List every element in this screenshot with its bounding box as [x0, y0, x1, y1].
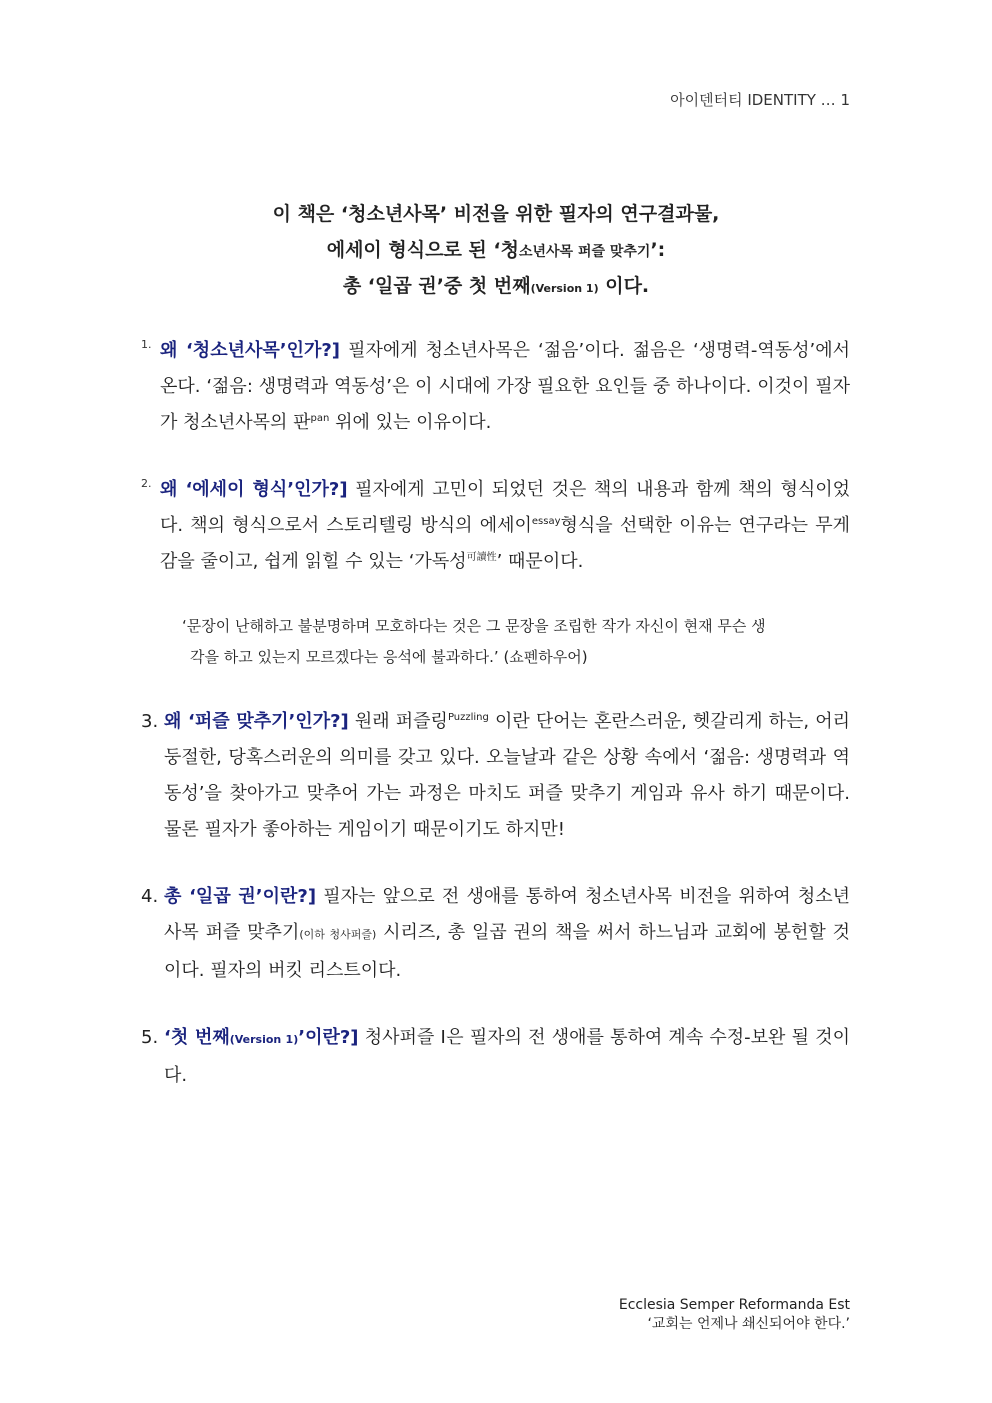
section-2-text: 필자에게 고민이 되었던 것은 책의 내용과 함께 책의 형식이었다. 책의 형식으로서 스토리텔링 방식의 에세이	[160, 479, 850, 536]
section-3-paragraph	[164, 704, 850, 848]
footer-line-1: Ecclesia Semper Reformanda Est	[618, 1297, 850, 1313]
quote-block	[182, 611, 812, 673]
section-1-paragraph	[160, 333, 850, 441]
section-4-heading: 총 ‘일곱 권’이란?]	[164, 886, 317, 907]
title-line-2	[0, 232, 992, 268]
section-5-marker: 5.	[141, 1027, 159, 1048]
section-3-text-end: 이란 단어는 혼란스러운, 헷갈리게 하는, 어리둥절한, 당혹스러운의 의미를 갖고 있다. 오늘날과 같은 상황 속에서 ‘젊음: 생명력과 역동성’을 찾아가고 맞추어 가는 과정은 마치도 퍼즐 맞추기 게임과 유사 하기 때문이다. 물론 필자가 좋아하는 게임이기 때문이기도 하지만!	[164, 711, 850, 840]
section-4-marker: 4.	[141, 886, 159, 907]
section-2-paragraph	[160, 472, 850, 580]
section-2-marker: 2.	[141, 477, 152, 490]
quote-line-2: 각을 하고 있는지 모르겠다는 응석에 불과하다.’ (쇼펜하우어)	[190, 648, 588, 666]
section-4-small: (이하 청사퍼즐)	[299, 928, 377, 941]
section-3-marker: 3.	[141, 711, 159, 732]
section-1-heading: 왜 ‘청소년사목’인가?]	[160, 340, 341, 361]
section-2-text-mid: 형식을 선택한 이유는 연구라는 무게감을 줄이고, 쉽게 읽힐 수 있는 ‘가독성	[160, 515, 850, 572]
section-3-sup: Puzzling	[447, 712, 489, 723]
section-2-heading: 왜 ‘에세이 형식’인가?]	[160, 479, 348, 500]
section-1-marker: 1.	[141, 338, 152, 351]
title-line-2-small: 소년사목 퍼즐 맞추기	[518, 244, 651, 260]
section-3-heading: 왜 ‘퍼즐 맞추기’인가?]	[164, 711, 349, 732]
section-1-sup: pan	[310, 413, 330, 424]
section-5-heading	[164, 1027, 359, 1048]
title-line-2-end: ’:	[650, 239, 666, 261]
section-4-text-end: 시리즈, 총 일곱 권의 책을 써서 하느님과 교회에 봉헌할 것이다. 필자의 버킷 리스트이다.	[164, 922, 850, 981]
title-block	[0, 196, 992, 304]
section-4-paragraph	[164, 879, 850, 989]
section-5-heading-end: ’이란?]	[298, 1027, 359, 1048]
section-1-text-end: 위에 있는 이유이다.	[329, 412, 492, 433]
section-5-text: 청사퍼즐 Ⅰ은 필자의 전 생애를 통하여 계속 수정-보완 될 것이다.	[164, 1027, 850, 1086]
section-2-sup-2: 可讀性	[466, 552, 497, 563]
page-footer	[619, 1296, 850, 1334]
section-5-paragraph	[164, 1020, 850, 1094]
title-line-3	[0, 268, 992, 304]
title-line-3-small: (Version 1)	[530, 282, 599, 295]
page-header: 아이덴터티 IDENTITY … 1	[670, 91, 850, 109]
title-line-2-text: 에세이 형식으로 된 ‘청	[326, 239, 519, 261]
title-line-3-text: 총 ‘일곱 권’중 첫 번째	[342, 275, 531, 297]
title-line-1: 이 책은 ‘청소년사목’ 비전을 위한 필자의 연구결과물,	[272, 203, 720, 225]
section-2-sup: essay	[531, 516, 561, 527]
quote-line-1: ‘문장이 난해하고 불분명하며 모호하다는 것은 그 문장을 조립한 작가 자신이 현재 무슨 생	[182, 617, 766, 635]
section-3-text: 원래 퍼즐링	[348, 711, 448, 732]
section-5-heading-text: ‘첫 번째	[164, 1027, 230, 1048]
section-1-text: 필자에게 청소년사목은 ‘젊음’이다. 젊음은 ‘생명력-역동성’에서 온다. ‘젊음: 생명력과 역동성’은 이 시대에 가장 필요한 요인들 중 하나이다. 이것이 필자가 청소년사목의 판	[160, 340, 850, 433]
footer-line-2: ‘교회는 언제나 쇄신되어야 한다.’	[647, 1316, 850, 1332]
section-2-text-end: ’ 때문이다.	[496, 551, 584, 572]
title-line-3-end: 이다.	[598, 275, 650, 297]
section-5-heading-small: (Version 1)	[229, 1033, 299, 1046]
section-4-text: 필자는 앞으로 전 생애를 통하여 청소년사목 비전을 위하여 청소년사목 퍼즐 맞추기	[164, 886, 850, 943]
